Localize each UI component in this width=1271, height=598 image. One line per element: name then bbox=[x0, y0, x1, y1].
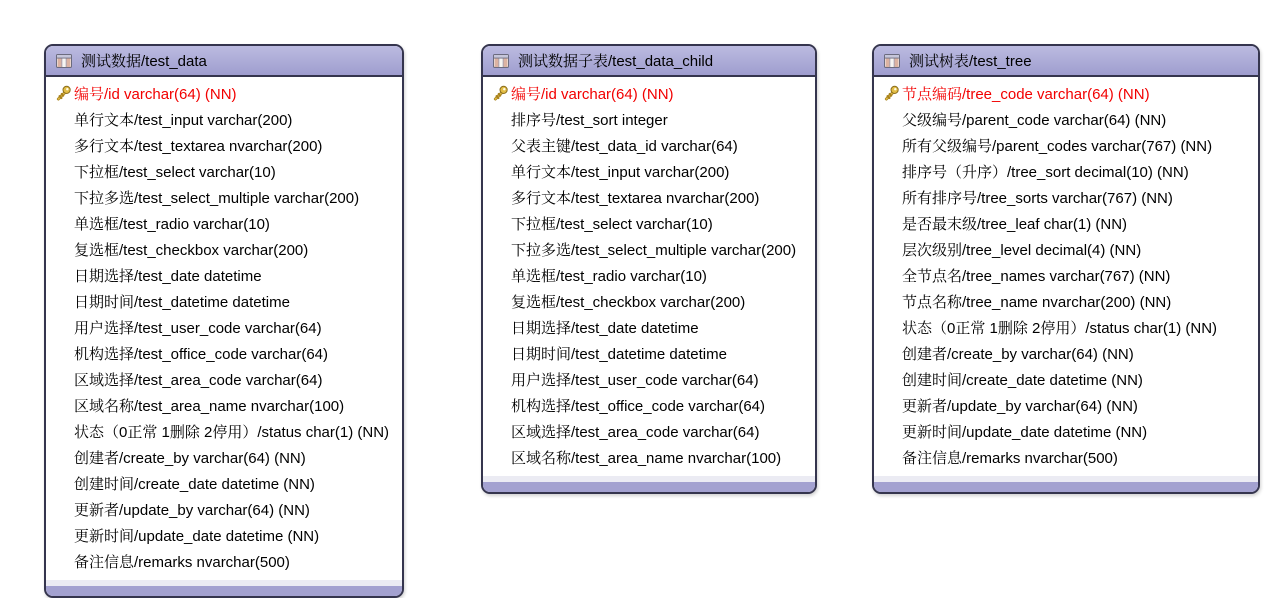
field-label: 单选框/test_radio varchar(10) bbox=[74, 215, 270, 233]
field-label: 编号/id varchar(64) (NN) bbox=[511, 85, 674, 103]
field-label: 节点名称/tree_name nvarchar(200) (NN) bbox=[902, 293, 1172, 311]
table-node-test_data[interactable] bbox=[44, 44, 404, 598]
field-label: 区域选择/test_area_code varchar(64) bbox=[74, 371, 323, 389]
field-row[interactable] bbox=[46, 496, 402, 522]
field-row[interactable] bbox=[874, 366, 1258, 392]
field-label: 所有排序号/tree_sorts varchar(767) (NN) bbox=[902, 189, 1173, 207]
field-list bbox=[46, 77, 402, 580]
field-row[interactable] bbox=[874, 418, 1258, 444]
table-title: 测试数据子表/test_data_child bbox=[518, 53, 714, 70]
table-footer bbox=[483, 476, 815, 492]
field-row[interactable] bbox=[874, 184, 1258, 210]
field-row[interactable] bbox=[46, 210, 402, 236]
field-label: 用户选择/test_user_code varchar(64) bbox=[74, 319, 322, 337]
field-label: 单选框/test_radio varchar(10) bbox=[511, 267, 707, 285]
field-label: 多行文本/test_textarea nvarchar(200) bbox=[511, 189, 760, 207]
field-label: 复选框/test_checkbox varchar(200) bbox=[74, 241, 309, 259]
table-header[interactable] bbox=[874, 46, 1258, 77]
table-header[interactable] bbox=[483, 46, 815, 77]
field-row[interactable] bbox=[483, 418, 815, 444]
field-label: 状态（0正常 1删除 2停用）/status char(1) (NN) bbox=[902, 319, 1218, 337]
field-label: 单行文本/test_input varchar(200) bbox=[74, 111, 293, 129]
field-label: 层次级别/tree_level decimal(4) (NN) bbox=[902, 241, 1142, 259]
field-label: 日期选择/test_date datetime bbox=[74, 267, 262, 285]
field-row[interactable] bbox=[483, 444, 815, 470]
field-row[interactable] bbox=[483, 106, 815, 132]
field-row[interactable] bbox=[46, 80, 402, 106]
field-row[interactable] bbox=[483, 158, 815, 184]
key-icon bbox=[489, 85, 511, 102]
table-title: 测试数据/test_data bbox=[81, 53, 207, 70]
field-label: 更新时间/update_date datetime (NN) bbox=[902, 423, 1148, 441]
field-row[interactable] bbox=[483, 340, 815, 366]
field-row[interactable] bbox=[46, 262, 402, 288]
table-icon bbox=[884, 54, 900, 68]
field-label: 下拉多选/test_select_multiple varchar(200) bbox=[74, 189, 360, 207]
field-row[interactable] bbox=[874, 262, 1258, 288]
table-node-test_tree[interactable] bbox=[872, 44, 1260, 494]
key-icon bbox=[52, 85, 74, 102]
field-row[interactable] bbox=[46, 132, 402, 158]
field-list bbox=[483, 77, 815, 476]
field-label: 排序号/test_sort integer bbox=[511, 111, 668, 129]
field-row[interactable] bbox=[46, 106, 402, 132]
field-row[interactable] bbox=[483, 314, 815, 340]
field-row[interactable] bbox=[46, 236, 402, 262]
table-icon bbox=[56, 54, 72, 68]
field-label: 单行文本/test_input varchar(200) bbox=[511, 163, 730, 181]
field-label: 更新时间/update_date datetime (NN) bbox=[74, 527, 320, 545]
field-label: 节点编码/tree_code varchar(64) (NN) bbox=[902, 85, 1150, 103]
table-title: 测试树表/test_tree bbox=[909, 53, 1032, 70]
field-row[interactable] bbox=[874, 236, 1258, 262]
field-label: 父表主键/test_data_id varchar(64) bbox=[511, 137, 738, 155]
field-row[interactable] bbox=[874, 106, 1258, 132]
field-label: 区域名称/test_area_name nvarchar(100) bbox=[74, 397, 345, 415]
field-row[interactable] bbox=[46, 158, 402, 184]
field-row[interactable] bbox=[874, 392, 1258, 418]
field-row[interactable] bbox=[874, 444, 1258, 470]
field-row[interactable] bbox=[46, 470, 402, 496]
table-footer bbox=[46, 580, 402, 596]
table-footer bbox=[874, 476, 1258, 492]
field-label: 备注信息/remarks nvarchar(500) bbox=[902, 449, 1118, 467]
field-row[interactable] bbox=[874, 210, 1258, 236]
field-label: 日期时间/test_datetime datetime bbox=[74, 293, 290, 311]
field-row[interactable] bbox=[483, 366, 815, 392]
field-row[interactable] bbox=[46, 288, 402, 314]
field-label: 下拉多选/test_select_multiple varchar(200) bbox=[511, 241, 797, 259]
field-label: 创建时间/create_date datetime (NN) bbox=[74, 475, 315, 493]
field-label: 下拉框/test_select varchar(10) bbox=[511, 215, 713, 233]
field-row[interactable] bbox=[874, 288, 1258, 314]
table-header[interactable] bbox=[46, 46, 402, 77]
field-row[interactable] bbox=[483, 210, 815, 236]
field-label: 下拉框/test_select varchar(10) bbox=[74, 163, 276, 181]
table-icon bbox=[493, 54, 509, 68]
field-row[interactable] bbox=[483, 80, 815, 106]
field-label: 区域名称/test_area_name nvarchar(100) bbox=[511, 449, 782, 467]
field-row[interactable] bbox=[874, 132, 1258, 158]
field-row[interactable] bbox=[46, 392, 402, 418]
field-label: 创建时间/create_date datetime (NN) bbox=[902, 371, 1143, 389]
field-row[interactable] bbox=[483, 132, 815, 158]
field-label: 区域选择/test_area_code varchar(64) bbox=[511, 423, 760, 441]
field-row[interactable] bbox=[874, 158, 1258, 184]
field-label: 编号/id varchar(64) (NN) bbox=[74, 85, 237, 103]
field-row[interactable] bbox=[483, 392, 815, 418]
field-label: 是否最末级/tree_leaf char(1) (NN) bbox=[902, 215, 1128, 233]
field-label: 机构选择/test_office_code varchar(64) bbox=[511, 397, 765, 415]
field-row[interactable] bbox=[483, 236, 815, 262]
field-row[interactable] bbox=[46, 444, 402, 470]
field-label: 创建者/create_by varchar(64) (NN) bbox=[74, 449, 306, 467]
field-label: 备注信息/remarks nvarchar(500) bbox=[74, 553, 290, 571]
field-row[interactable] bbox=[483, 184, 815, 210]
field-row[interactable] bbox=[874, 80, 1258, 106]
field-row[interactable] bbox=[483, 262, 815, 288]
table-node-test_data_child[interactable] bbox=[481, 44, 817, 494]
field-label: 复选框/test_checkbox varchar(200) bbox=[511, 293, 746, 311]
field-label: 用户选择/test_user_code varchar(64) bbox=[511, 371, 759, 389]
field-label: 所有父级编号/parent_codes varchar(767) (NN) bbox=[902, 137, 1213, 155]
field-label: 多行文本/test_textarea nvarchar(200) bbox=[74, 137, 323, 155]
field-label: 机构选择/test_office_code varchar(64) bbox=[74, 345, 328, 363]
field-row[interactable] bbox=[46, 548, 402, 574]
field-label: 日期时间/test_datetime datetime bbox=[511, 345, 727, 363]
field-row[interactable] bbox=[46, 314, 402, 340]
field-label: 状态（0正常 1删除 2停用）/status char(1) (NN) bbox=[74, 423, 390, 441]
field-label: 排序号（升序）/tree_sort decimal(10) (NN) bbox=[902, 163, 1189, 181]
field-label: 父级编号/parent_code varchar(64) (NN) bbox=[902, 111, 1167, 129]
field-label: 更新者/update_by varchar(64) (NN) bbox=[74, 501, 310, 519]
field-label: 更新者/update_by varchar(64) (NN) bbox=[902, 397, 1138, 415]
field-row[interactable] bbox=[46, 418, 402, 444]
field-row[interactable] bbox=[46, 340, 402, 366]
field-row[interactable] bbox=[46, 366, 402, 392]
field-row[interactable] bbox=[483, 288, 815, 314]
field-row[interactable] bbox=[874, 314, 1258, 340]
field-label: 创建者/create_by varchar(64) (NN) bbox=[902, 345, 1134, 363]
field-label: 日期选择/test_date datetime bbox=[511, 319, 699, 337]
field-list bbox=[874, 77, 1258, 476]
field-row[interactable] bbox=[874, 340, 1258, 366]
field-label: 全节点名/tree_names varchar(767) (NN) bbox=[902, 267, 1171, 285]
key-icon bbox=[880, 85, 902, 102]
field-row[interactable] bbox=[46, 184, 402, 210]
field-row[interactable] bbox=[46, 522, 402, 548]
